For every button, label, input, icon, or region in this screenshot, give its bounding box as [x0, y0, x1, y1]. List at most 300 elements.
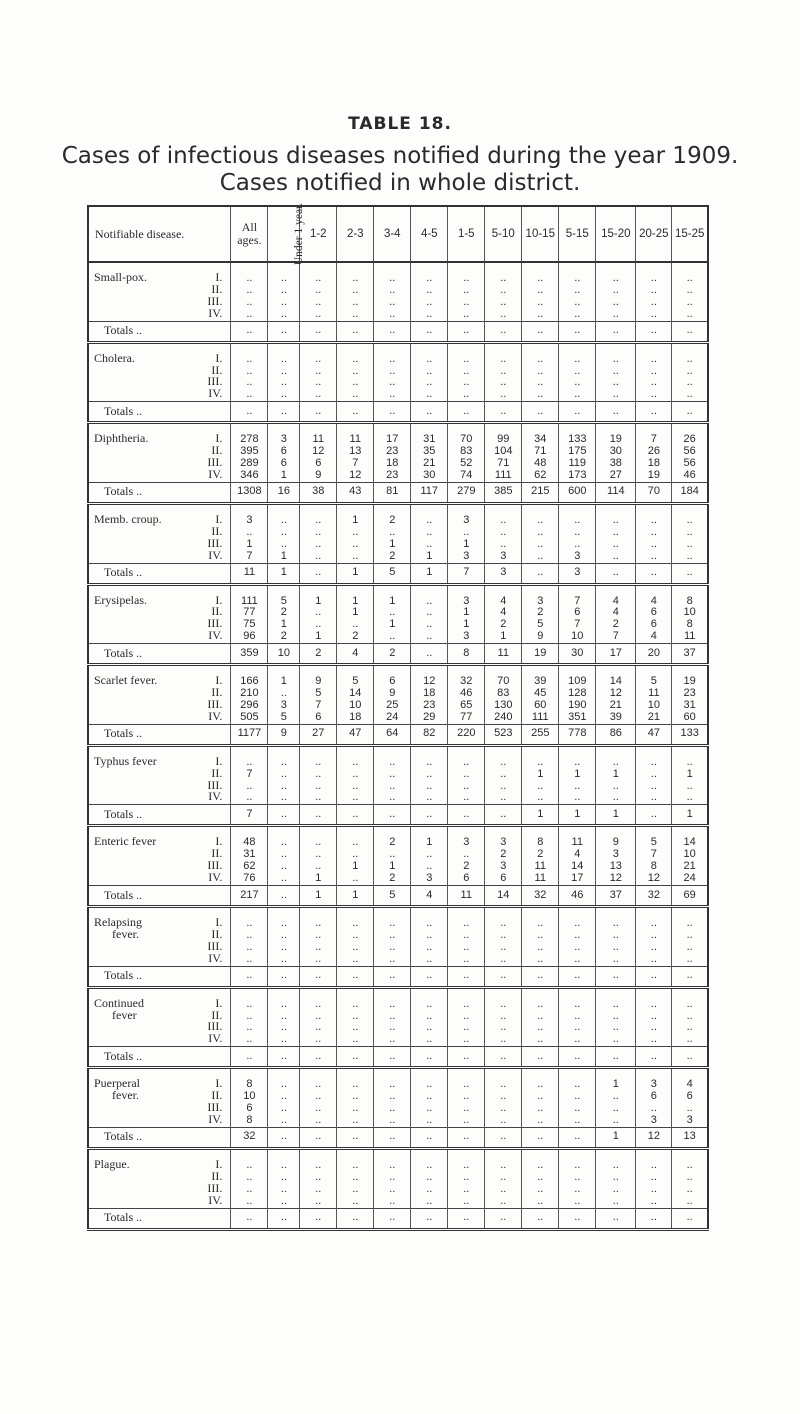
- table-cell: ..: [522, 309, 559, 321]
- table-cell: ..: [672, 781, 708, 793]
- table-cell: ..: [448, 1091, 485, 1103]
- totals-cell: ..: [522, 966, 559, 987]
- table-cell: 1: [268, 470, 300, 482]
- totals-cell: ..: [596, 563, 636, 584]
- table-row: [88, 792, 708, 804]
- table-cell: ..: [672, 366, 708, 378]
- table-cell: 9: [300, 676, 337, 688]
- quarter-label: I.: [215, 350, 223, 365]
- table-cell: ..: [559, 354, 596, 366]
- table-cell: 7: [559, 596, 596, 608]
- totals-cell: 32: [231, 1127, 268, 1148]
- totals-cell: ..: [636, 1047, 672, 1068]
- table-cell: 1: [411, 837, 448, 849]
- table-cell: 23: [672, 688, 708, 700]
- table-cell: ..: [596, 918, 636, 930]
- table-cell: ..: [411, 631, 448, 643]
- table-cell: ..: [672, 1196, 708, 1208]
- table-cell: ..: [268, 1103, 300, 1115]
- table-cell: ..: [337, 273, 374, 285]
- table-cell: ..: [374, 1103, 411, 1115]
- quarter-label: III.: [207, 696, 223, 711]
- table-cell: 38: [596, 458, 636, 470]
- table-cell: ..: [636, 377, 672, 389]
- table-cell: ..: [268, 849, 300, 861]
- table-cell: ..: [337, 1115, 374, 1127]
- table-cell: ..: [636, 1184, 672, 1196]
- table-cell: ..: [559, 1172, 596, 1184]
- totals-cell: ..: [522, 1208, 559, 1229]
- quarter-label: I.: [215, 1076, 223, 1091]
- totals-label: Totals ..: [88, 563, 231, 584]
- totals-cell: 86: [596, 724, 636, 745]
- disease-name: Memb. croup.: [94, 511, 162, 526]
- table-cell: ..: [374, 1022, 411, 1034]
- totals-cell: ..: [337, 1047, 374, 1068]
- table-cell: ..: [485, 954, 522, 966]
- table-cell: ..: [374, 1079, 411, 1091]
- quarter-label: III.: [207, 616, 223, 631]
- table-cell: ..: [268, 1172, 300, 1184]
- table-cell: 6: [300, 712, 337, 724]
- empty-cell: [300, 987, 337, 999]
- table-cell: ..: [636, 1022, 672, 1034]
- table-cell: ..: [636, 1103, 672, 1115]
- totals-cell: 523: [485, 724, 522, 745]
- table-cell: ..: [485, 1172, 522, 1184]
- totals-cell: ..: [374, 805, 411, 826]
- table-row: [88, 1172, 708, 1184]
- table-cell: ..: [337, 527, 374, 539]
- table-cell: ..: [300, 297, 337, 309]
- table-cell: ..: [300, 354, 337, 366]
- table-cell: ..: [411, 1091, 448, 1103]
- table-cell: 7: [636, 434, 672, 446]
- totals-cell: ..: [485, 321, 522, 342]
- table-cell: 3: [485, 837, 522, 849]
- empty-cell: [522, 342, 559, 354]
- table-cell: ..: [596, 377, 636, 389]
- totals-cell: 82: [411, 724, 448, 745]
- table-row: [88, 309, 708, 321]
- table-row: [88, 1034, 708, 1046]
- table-cell: 3: [559, 551, 596, 563]
- table-cell: ..: [374, 1115, 411, 1127]
- totals-cell: 11: [231, 563, 268, 584]
- table-cell: 65: [448, 700, 485, 712]
- table-cell: ..: [268, 861, 300, 873]
- table-cell: ..: [672, 389, 708, 401]
- table-cell: ..: [596, 539, 636, 551]
- table-cell: ..: [522, 1196, 559, 1208]
- table-cell: ..: [337, 1079, 374, 1091]
- quarter-label: II.: [211, 523, 223, 538]
- table-cell: ..: [268, 285, 300, 297]
- totals-cell: 1: [268, 563, 300, 584]
- table-cell: ..: [672, 1034, 708, 1046]
- totals-cell: ..: [559, 966, 596, 987]
- table-cell: ..: [268, 837, 300, 849]
- table-cell: 278: [231, 434, 268, 446]
- totals-cell: ..: [522, 1047, 559, 1068]
- quarter-label: II.: [211, 281, 223, 296]
- table-row: [88, 1196, 708, 1208]
- table-cell: 1: [337, 861, 374, 873]
- table-cell: 31: [411, 434, 448, 446]
- totals-row: [88, 886, 708, 907]
- table-cell: ..: [337, 619, 374, 631]
- empty-cell: [268, 584, 300, 596]
- row-label: [88, 753, 231, 769]
- table-cell: ..: [268, 999, 300, 1011]
- quarter-label: III.: [207, 1019, 223, 1034]
- totals-label: Totals ..: [88, 402, 231, 423]
- table-cell: ..: [411, 309, 448, 321]
- table-cell: ..: [411, 861, 448, 873]
- table-cell: ..: [596, 1022, 636, 1034]
- totals-cell: ..: [300, 1047, 337, 1068]
- disease-name: fever: [112, 1007, 137, 1022]
- totals-cell: 9: [268, 724, 300, 745]
- totals-row: [88, 402, 708, 423]
- table-cell: ..: [596, 1115, 636, 1127]
- table-cell: ..: [300, 1103, 337, 1115]
- table-cell: 1: [559, 769, 596, 781]
- empty-cell: [636, 342, 672, 354]
- totals-cell: ..: [411, 1208, 448, 1229]
- totals-cell: 1: [672, 805, 708, 826]
- table-cell: ..: [485, 769, 522, 781]
- table-cell: ..: [636, 930, 672, 942]
- table-cell: ..: [672, 273, 708, 285]
- table-cell: 173: [559, 470, 596, 482]
- table-cell: 83: [485, 688, 522, 700]
- table-cell: ..: [559, 527, 596, 539]
- table-cell: 5: [337, 676, 374, 688]
- table-cell: 1: [448, 539, 485, 551]
- table-row: [88, 527, 708, 539]
- table-cell: 17: [374, 434, 411, 446]
- table-cell: ..: [411, 1011, 448, 1023]
- totals-row: [88, 1127, 708, 1148]
- table-cell: ..: [485, 285, 522, 297]
- table-cell: ..: [636, 1034, 672, 1046]
- table-cell: ..: [448, 1034, 485, 1046]
- totals-cell: ..: [485, 1047, 522, 1068]
- table-cell: 6: [636, 619, 672, 631]
- table-cell: 1: [485, 631, 522, 643]
- empty-cell: [448, 342, 485, 354]
- table-cell: 505: [231, 712, 268, 724]
- table-cell: ..: [411, 1196, 448, 1208]
- empty-cell: [411, 342, 448, 354]
- quarter-label: III.: [207, 858, 223, 873]
- table-cell: ..: [559, 366, 596, 378]
- table-cell: 19: [636, 470, 672, 482]
- table-cell: ..: [448, 954, 485, 966]
- table-cell: ..: [300, 918, 337, 930]
- quarter-label: IV.: [208, 1031, 223, 1046]
- notifications-table: [87, 202, 709, 1231]
- table-cell: 34: [522, 434, 559, 446]
- quarter-label: II.: [211, 926, 223, 941]
- row-label: [88, 708, 231, 724]
- table-cell: 10: [231, 1091, 268, 1103]
- totals-cell: 5: [374, 886, 411, 907]
- totals-cell: ..: [300, 1127, 337, 1148]
- table-cell: ..: [374, 1034, 411, 1046]
- table-cell: ..: [268, 389, 300, 401]
- table-cell: 74: [448, 470, 485, 482]
- table-cell: ..: [411, 930, 448, 942]
- table-cell: ..: [300, 607, 337, 619]
- table-cell: ..: [411, 942, 448, 954]
- table-cell: ..: [672, 954, 708, 966]
- empty-cell: [636, 987, 672, 999]
- quarter-label: IV.: [208, 628, 223, 643]
- table-cell: ..: [448, 930, 485, 942]
- table-cell: ..: [300, 539, 337, 551]
- totals-label: Totals ..: [88, 644, 231, 665]
- table-cell: 1: [374, 539, 411, 551]
- table-cell: 133: [559, 434, 596, 446]
- table-cell: 6: [672, 1091, 708, 1103]
- disease-name: Relapsing: [94, 915, 142, 929]
- table-cell: ..: [485, 918, 522, 930]
- totals-cell: ..: [448, 1127, 485, 1148]
- table-cell: ..: [636, 942, 672, 954]
- table-cell: 1: [522, 769, 559, 781]
- table-cell: ..: [268, 354, 300, 366]
- table-cell: ..: [374, 792, 411, 804]
- empty-cell: [559, 584, 596, 596]
- totals-cell: ..: [596, 1208, 636, 1229]
- table-cell: ..: [485, 1196, 522, 1208]
- table-cell: ..: [448, 377, 485, 389]
- table-cell: 25: [374, 700, 411, 712]
- empty-cell: [596, 342, 636, 354]
- table-cell: ..: [268, 309, 300, 321]
- table-cell: ..: [374, 607, 411, 619]
- table-cell: 12: [596, 873, 636, 885]
- disease-name: Cholera.: [94, 350, 135, 365]
- quarter-label: I.: [215, 511, 223, 526]
- table-cell: 14: [596, 676, 636, 688]
- empty-cell: [374, 987, 411, 999]
- table-cell: ..: [448, 849, 485, 861]
- totals-cell: ..: [672, 1208, 708, 1229]
- table-cell: ..: [672, 942, 708, 954]
- table-cell: ..: [522, 527, 559, 539]
- totals-cell: ..: [522, 1127, 559, 1148]
- table-cell: ..: [268, 918, 300, 930]
- totals-cell: 30: [559, 644, 596, 665]
- table-cell: 6: [268, 458, 300, 470]
- table-cell: 10: [636, 700, 672, 712]
- table-cell: ..: [522, 1034, 559, 1046]
- totals-cell: 17: [596, 644, 636, 665]
- table-cell: ..: [268, 366, 300, 378]
- table-cell: ..: [268, 539, 300, 551]
- table-cell: ..: [522, 285, 559, 297]
- table-cell: 46: [448, 688, 485, 700]
- table-cell: ..: [672, 1184, 708, 1196]
- row-label: [88, 386, 231, 401]
- table-cell: ..: [300, 551, 337, 563]
- table-cell: ..: [596, 792, 636, 804]
- table-cell: 2: [596, 619, 636, 631]
- table-cell: ..: [374, 918, 411, 930]
- table-row: [88, 551, 708, 563]
- totals-cell: ..: [374, 966, 411, 987]
- table-cell: 119: [559, 458, 596, 470]
- table-cell: ..: [300, 1022, 337, 1034]
- table-cell: 11: [522, 873, 559, 885]
- table-cell: ..: [672, 1160, 708, 1172]
- table-cell: ..: [374, 999, 411, 1011]
- table-cell: ..: [559, 1196, 596, 1208]
- table-cell: ..: [374, 1184, 411, 1196]
- totals-cell: ..: [636, 563, 672, 584]
- totals-cell: ..: [337, 966, 374, 987]
- table-cell: ..: [485, 999, 522, 1011]
- table-cell: ..: [485, 1091, 522, 1103]
- table-cell: ..: [485, 366, 522, 378]
- table-cell: ..: [231, 273, 268, 285]
- table-cell: ..: [337, 1022, 374, 1034]
- table-cell: ..: [559, 377, 596, 389]
- table-cell: ..: [522, 366, 559, 378]
- table-cell: ..: [337, 1172, 374, 1184]
- table-cell: ..: [268, 781, 300, 793]
- totals-cell: ..: [231, 966, 268, 987]
- table-cell: 39: [522, 676, 559, 688]
- table-cell: ..: [522, 354, 559, 366]
- table-row: [88, 515, 708, 527]
- table-cell: ..: [374, 389, 411, 401]
- table-body: [88, 262, 708, 1229]
- table-cell: ..: [337, 1184, 374, 1196]
- table-cell: 30: [411, 470, 448, 482]
- table-cell: ..: [268, 930, 300, 942]
- table-cell: ..: [485, 1184, 522, 1196]
- totals-cell: ..: [337, 1208, 374, 1229]
- spacer-row: [88, 584, 708, 596]
- quarter-label: II.: [211, 362, 223, 377]
- table-cell: 3: [485, 861, 522, 873]
- table-cell: ..: [300, 849, 337, 861]
- table-cell: 296: [231, 700, 268, 712]
- table-cell: ..: [522, 377, 559, 389]
- table-cell: 31: [672, 700, 708, 712]
- table-row: [88, 389, 708, 401]
- table-cell: 7: [231, 769, 268, 781]
- table-cell: ..: [522, 1079, 559, 1091]
- table-cell: ..: [411, 769, 448, 781]
- table-cell: ..: [337, 792, 374, 804]
- col-header-under-1: Under 1 year.: [268, 206, 300, 262]
- table-cell: ..: [300, 781, 337, 793]
- table-cell: ..: [636, 309, 672, 321]
- table-cell: ..: [672, 527, 708, 539]
- table-cell: ..: [268, 769, 300, 781]
- table-cell: ..: [485, 942, 522, 954]
- table-cell: ..: [485, 1034, 522, 1046]
- table-cell: ..: [411, 527, 448, 539]
- table-cell: ..: [559, 942, 596, 954]
- table-cell: ..: [522, 792, 559, 804]
- table-cell: ..: [411, 757, 448, 769]
- totals-cell: ..: [485, 402, 522, 423]
- table-cell: ..: [448, 1103, 485, 1115]
- table-cell: 45: [522, 688, 559, 700]
- totals-cell: 8: [448, 644, 485, 665]
- table-cell: 128: [559, 688, 596, 700]
- table-cell: 29: [411, 712, 448, 724]
- table-cell: ..: [448, 1011, 485, 1023]
- table-cell: ..: [522, 515, 559, 527]
- table-cell: ..: [337, 1103, 374, 1115]
- totals-cell: ..: [672, 563, 708, 584]
- table-cell: ..: [337, 930, 374, 942]
- table-cell: ..: [268, 1160, 300, 1172]
- table-cell: ..: [337, 297, 374, 309]
- table-cell: ..: [596, 527, 636, 539]
- quarter-label: III.: [207, 938, 223, 953]
- table-cell: ..: [231, 389, 268, 401]
- table-cell: ..: [300, 837, 337, 849]
- table-cell: ..: [231, 297, 268, 309]
- table-cell: 175: [559, 446, 596, 458]
- row-label: [88, 270, 231, 285]
- empty-cell: [337, 987, 374, 999]
- totals-cell: ..: [411, 321, 448, 342]
- totals-cell: ..: [448, 1208, 485, 1229]
- totals-label: Totals ..: [88, 1127, 231, 1148]
- table-cell: ..: [374, 781, 411, 793]
- table-cell: ..: [559, 1079, 596, 1091]
- table-cell: ..: [636, 781, 672, 793]
- table-cell: 11: [300, 434, 337, 446]
- table-cell: ..: [231, 930, 268, 942]
- table-cell: 1: [337, 515, 374, 527]
- totals-row: [88, 805, 708, 826]
- table-cell: ..: [268, 1091, 300, 1103]
- table-cell: 6: [300, 458, 337, 470]
- table-cell: ..: [300, 1079, 337, 1091]
- totals-row: [88, 1208, 708, 1229]
- table-cell: ..: [448, 1079, 485, 1091]
- table-cell: 26: [636, 446, 672, 458]
- totals-cell: 46: [559, 886, 596, 907]
- empty-cell: [231, 584, 268, 596]
- totals-row: [88, 482, 708, 503]
- row-label: [88, 1111, 231, 1127]
- table-cell: ..: [300, 792, 337, 804]
- table-cell: 3: [448, 837, 485, 849]
- table-cell: ..: [268, 688, 300, 700]
- col-header-age: 2-3: [337, 206, 374, 262]
- totals-row: [88, 1047, 708, 1068]
- table-cell: ..: [300, 515, 337, 527]
- table-cell: 3: [231, 515, 268, 527]
- table-cell: 10: [337, 700, 374, 712]
- totals-cell: 2: [300, 644, 337, 665]
- table-row: [88, 470, 708, 482]
- table-cell: ..: [268, 1079, 300, 1091]
- table-cell: 1: [300, 873, 337, 885]
- table-cell: ..: [337, 1034, 374, 1046]
